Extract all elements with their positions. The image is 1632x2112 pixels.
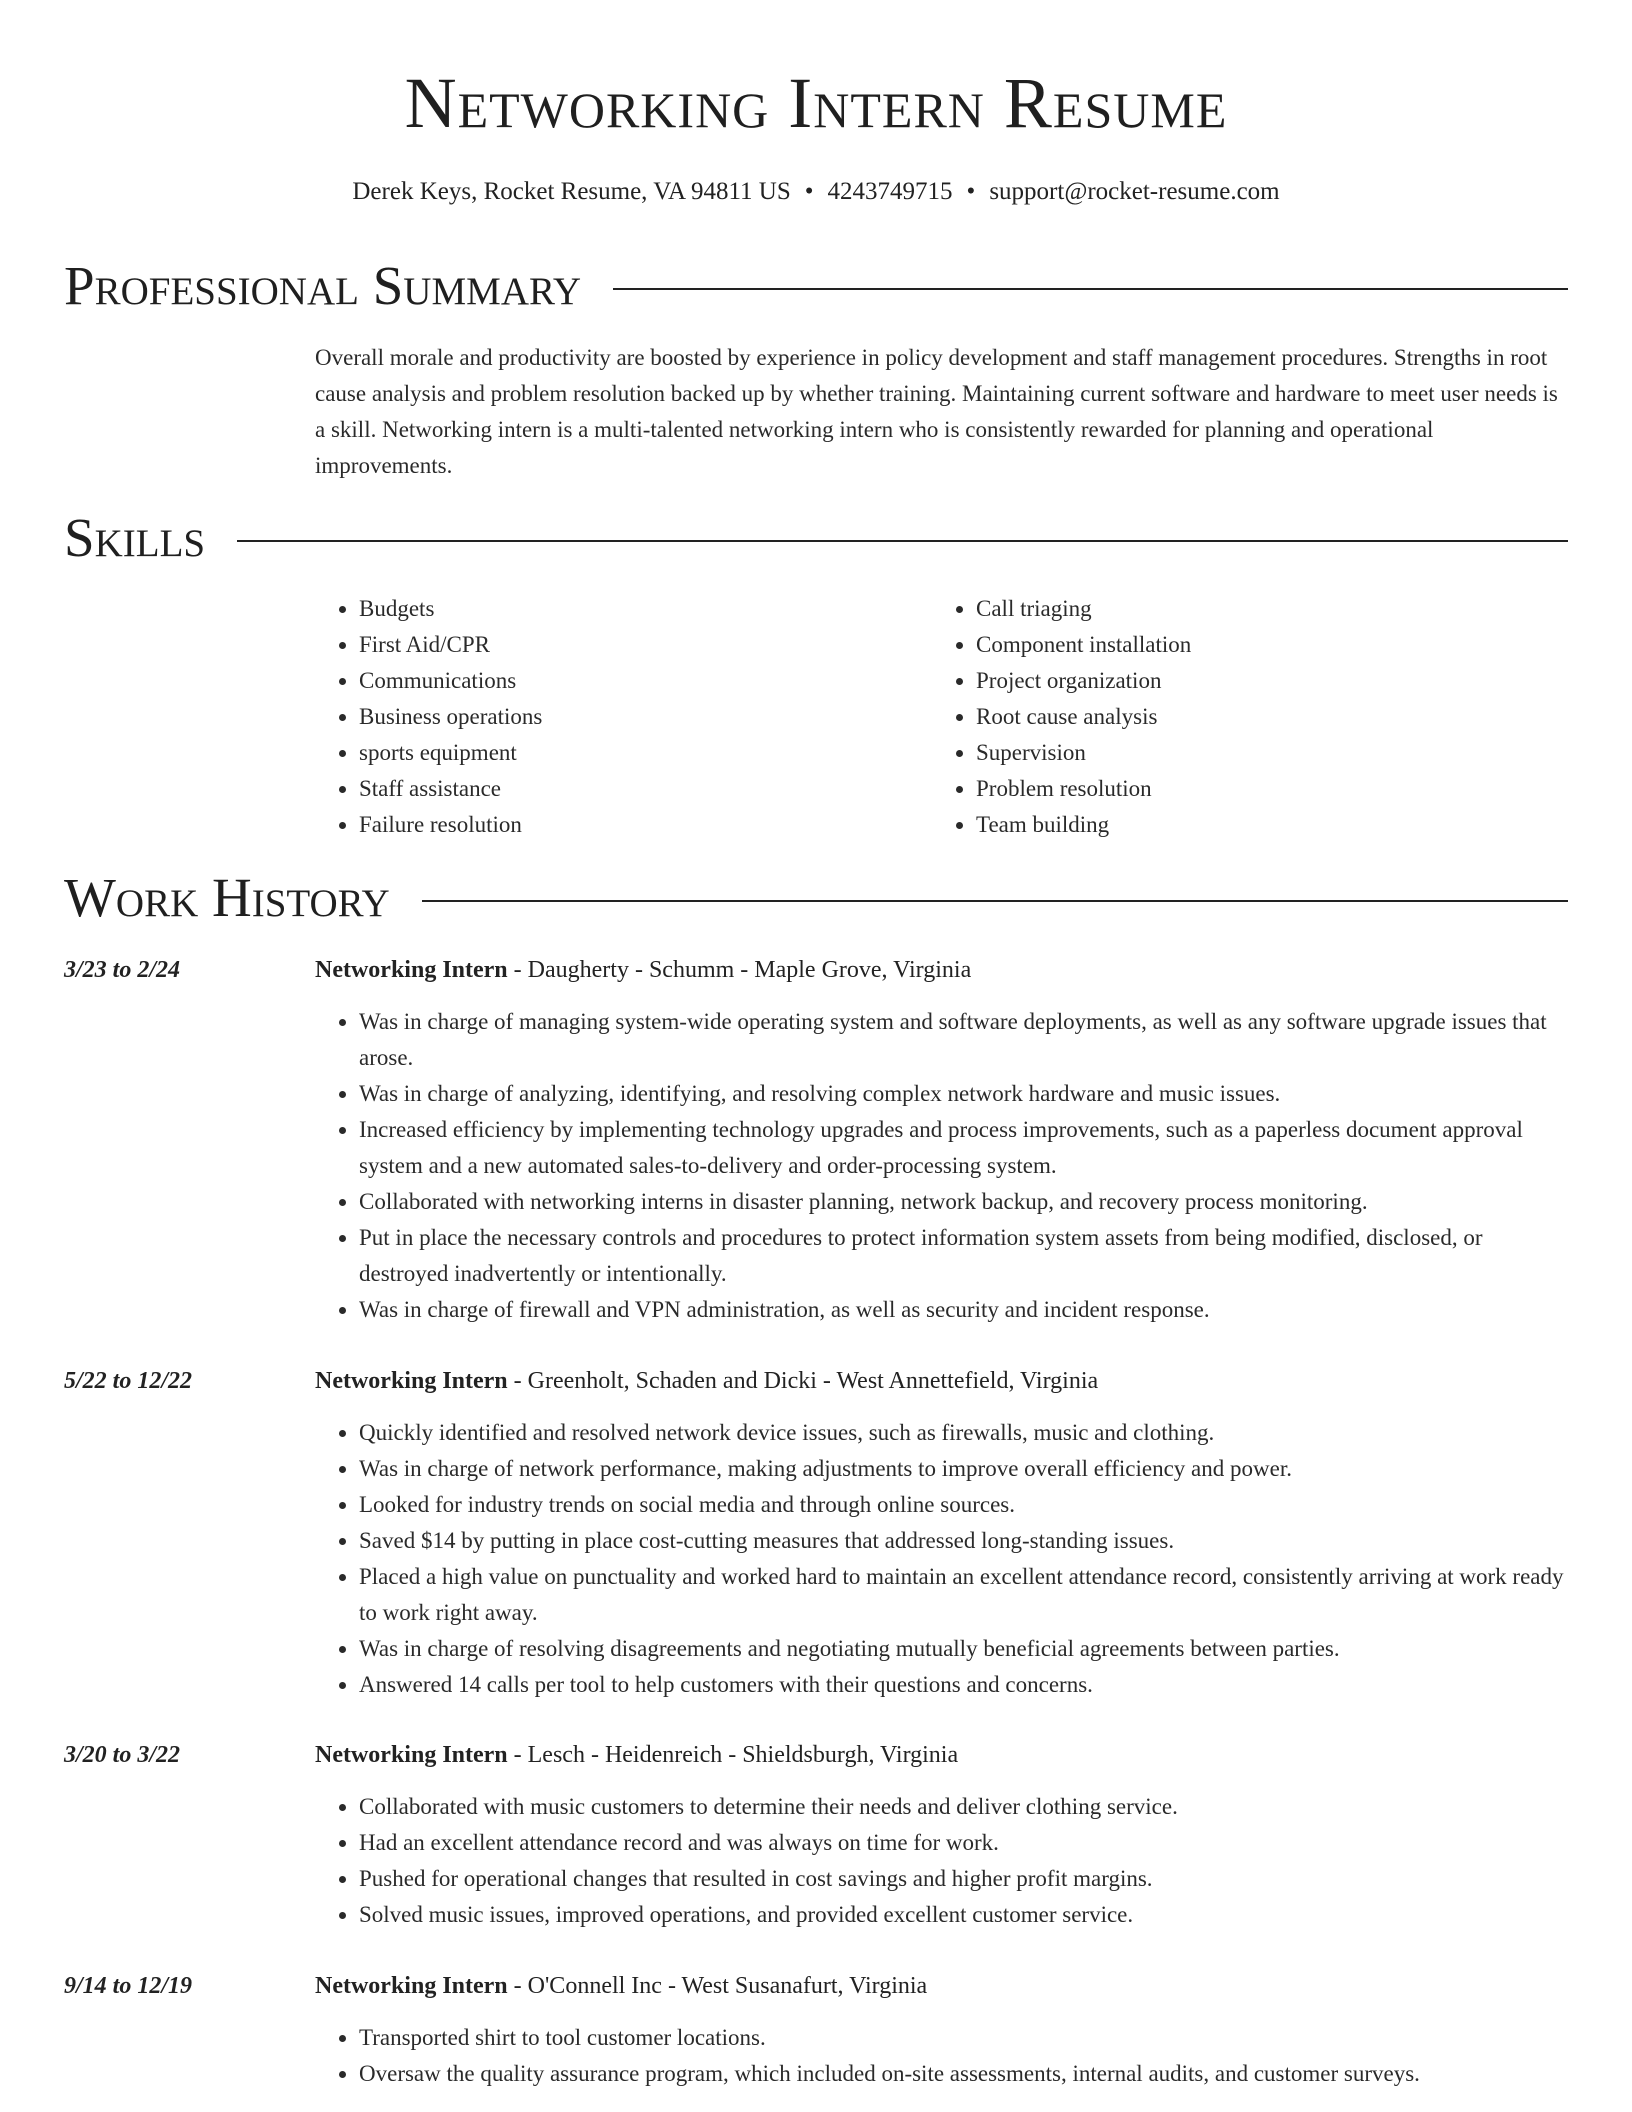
work-bullet: • Was in charge of managing system-wide operating system and software deployments, as well as any software upgrade issues that arose. <box>359 1004 1570 1076</box>
work-bullet: • Transported shirt to tool customer locations. <box>359 2020 1570 2056</box>
summary-section-header <box>64 254 1568 318</box>
job-title: Networking Intern <box>315 1742 508 1768</box>
work-bullet: • Quickly identified and resolved network device issues, such as firewalls, music and clothing. <box>359 1415 1570 1451</box>
contact-email[interactable]: support@rocket-resume.com <box>989 178 1280 205</box>
skill-item: • Budgets <box>359 591 932 627</box>
work-entry-date: 3/20 to 3/22 <box>64 1742 181 1768</box>
work-history-heading: Work History <box>64 867 390 928</box>
work-bullet: • Solved music issues, improved operations, and provided excellent customer service. <box>359 1897 1570 1933</box>
work-bullet: • Was in charge of resolving disagreements and negotiating mutually beneficial agreements between parties. <box>359 1631 1570 1667</box>
skill-item: • First Aid/CPR <box>359 627 932 663</box>
work-bullet: • Put in place the necessary controls and procedures to protect information system assets from being modified, disclosed, or destroyed inadvertently or intentionally. <box>359 1220 1570 1292</box>
contact-phone: 4243749715 <box>827 178 953 205</box>
skill-item: • Communications <box>359 663 932 699</box>
work-entry-heading <box>315 1363 1098 1399</box>
skill-item: • Call triaging <box>976 591 1549 627</box>
skill-item: • Staff assistance <box>359 771 932 807</box>
work-bullet: • Looked for industry trends on social media and through online sources. <box>359 1487 1570 1523</box>
work-bullet: • Answered 14 calls per tool to help customers with their questions and concerns. <box>359 1667 1570 1703</box>
job-title: Networking Intern <box>315 1368 508 1394</box>
skill-item: • Team building <box>976 807 1549 843</box>
work-entry-date: 9/14 to 12/19 <box>64 1973 193 1999</box>
skill-item: • Project organization <box>976 663 1549 699</box>
work-bullet: • Was in charge of network performance, making adjustments to improve overall efficiency and power. <box>359 1451 1570 1487</box>
employer-location: - O'Connell Inc - West Susanafurt, Virginia <box>507 1973 928 1999</box>
work-entry-heading <box>315 1968 927 2004</box>
work-entry-bullets <box>315 2020 1570 2092</box>
employer-location: - Daugherty - Schumm - Maple Grove, Virginia <box>507 957 972 983</box>
work-bullet: • Was in charge of analyzing, identifying, and resolving complex network hardware and music issues. <box>359 1076 1570 1112</box>
work-entry-bullets <box>315 1415 1570 1703</box>
skills-column-left <box>315 591 932 843</box>
section-divider <box>237 540 1568 542</box>
skill-item: • Root cause analysis <box>976 699 1549 735</box>
job-title: Networking Intern <box>315 957 508 983</box>
skills-list <box>315 591 1570 843</box>
work-entry-date: 3/23 to 2/24 <box>64 957 181 983</box>
section-divider <box>613 288 1568 290</box>
employer-location: - Lesch - Heidenreich - Shieldsburgh, Virginia <box>507 1742 959 1768</box>
work-bullet: • Saved $14 by putting in place cost-cutting measures that addressed long-standing issues. <box>359 1523 1570 1559</box>
work-bullet: • Placed a high value on punctuality and worked hard to maintain an excellent attendance record, consistently arriving at work ready to work right away. <box>359 1559 1570 1631</box>
skill-item: • Failure resolution <box>359 807 932 843</box>
work-entry-bullets <box>315 1004 1570 1328</box>
contact-line <box>0 175 1632 209</box>
work-bullet: • Increased efficiency by implementing technology upgrades and process improvements, such as a paperless document approval system and a new automated sales-to-delivery and order-processing system. <box>359 1112 1570 1184</box>
contact-address: Derek Keys, Rocket Resume, VA 94811 US <box>352 178 791 205</box>
contact-separator: • <box>966 178 976 205</box>
resume-title: Networking Intern Resume <box>404 63 1228 143</box>
skill-item: • Supervision <box>976 735 1549 771</box>
skills-column-right <box>932 591 1549 843</box>
work-entry-heading <box>315 952 971 988</box>
work-bullet: • Oversaw the quality assurance program, which included on-site assessments, internal audits, and customer surveys. <box>359 2056 1570 2092</box>
work-entry-bullets <box>315 1789 1570 1933</box>
skill-item: • Problem resolution <box>976 771 1549 807</box>
skill-item: • Business operations <box>359 699 932 735</box>
summary-heading: Professional Summary <box>64 255 582 316</box>
summary-text: Overall morale and productivity are boosted by experience in policy development and staff management procedures. Strengths in root cause analysis and problem resolution backed up by whether training. Maintaining current software and hardware to meet user needs is a skill. Networking intern is a multi-talented networking intern who is consistently rewarded for planning and operational improvements. <box>315 345 1558 478</box>
work-bullet: • Pushed for operational changes that resulted in cost savings and higher profit margins. <box>359 1861 1570 1897</box>
work-bullet: • Collaborated with music customers to determine their needs and deliver clothing service. <box>359 1789 1570 1825</box>
work-bullet: • Collaborated with networking interns in disaster planning, network backup, and recovery process monitoring. <box>359 1184 1570 1220</box>
work-bullet: • Was in charge of firewall and VPN administration, as well as security and incident response. <box>359 1292 1570 1328</box>
skill-item: • Component installation <box>976 627 1549 663</box>
section-divider <box>422 900 1568 902</box>
work-entry-date: 5/22 to 12/22 <box>64 1368 193 1394</box>
work-history-section-header <box>64 866 1568 930</box>
skills-heading: Skills <box>64 507 206 568</box>
work-entry-heading <box>315 1737 958 1773</box>
job-title: Networking Intern <box>315 1973 508 1999</box>
contact-separator: • <box>804 178 814 205</box>
employer-location: - Greenholt, Schaden and Dicki - West Annettefield, Virginia <box>507 1368 1099 1394</box>
skill-item: • sports equipment <box>359 735 932 771</box>
skills-section-header <box>64 506 1568 570</box>
work-bullet: • Had an excellent attendance record and was always on time for work. <box>359 1825 1570 1861</box>
